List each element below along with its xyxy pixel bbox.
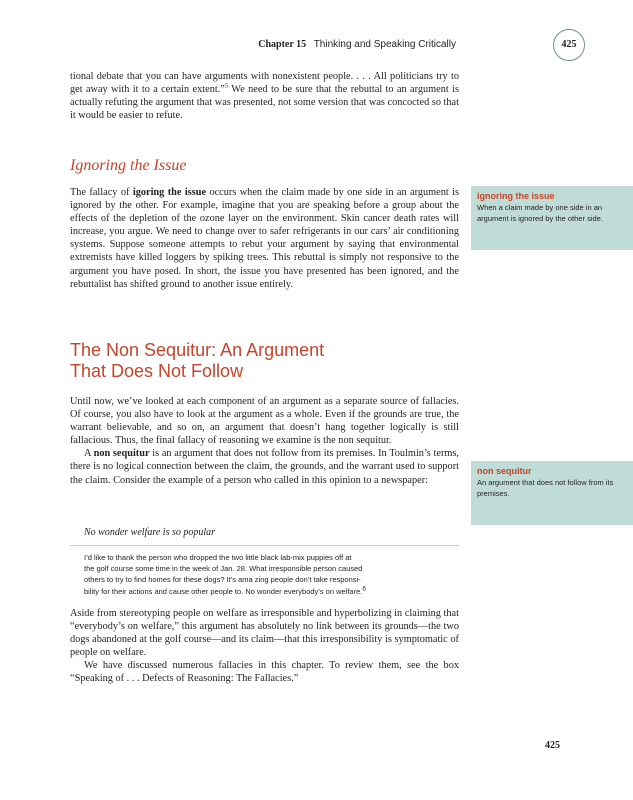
intro-text-after: We need to be sure that the rebuttal to an argument is actually refuting the argument that was presented, not some version that was concocted so that it would be easier to refute.: [70, 84, 459, 122]
chapter-title: Thinking and Speaking Critically: [313, 39, 456, 50]
quote-divider: [70, 545, 459, 546]
quote-line: I’d like to thank the person who dropped the two little black lab-mix puppies off at: [84, 553, 352, 562]
ignoring-paragraph: [70, 186, 459, 291]
quote-line: the golf course some time in the week of Jan. 28. What irresponsible person caused: [84, 564, 363, 574]
non-sequitur-para-1: Until now, we’ve looked at each component of an argument as a separate source of fallacies. Of course, you also have to look at the argument as a whole. Even if the grounds are true, the warrant believable, and so on, an argument that doesn’t hang together logically is still fallacious. Thus, the final fallacy of reasoning we examine is the non sequitur.: [70, 396, 459, 447]
heading-line-2: That Does Not Follow: [70, 361, 244, 381]
closing-paragraphs: [70, 607, 459, 686]
key-term-ignoring: igoring the issue: [132, 187, 207, 198]
quote-line: bility for their actions and cause other people to. No wonder everybody’s on welfare.6: [84, 585, 366, 596]
margin-term: ignoring the issue: [477, 191, 555, 201]
ignoring-text-pre: The fallacy of: [70, 187, 133, 198]
footnote-ref-6: 6: [362, 585, 366, 593]
quote-title: No wonder welfare is so popular: [84, 527, 216, 538]
intro-text-before: tional debate that you can have arguments with nonexistent people. . . . All politicians try to get away with it to a certain extent.”: [70, 71, 459, 96]
closing-para-1: Aside from stereotyping people on welfare as irresponsible and hyperbolizing in claiming that “everybody’s on welfare,” this argument has absolutely no link between its grounds—the two dogs abandoned at the golf course—and its claim—that this irresponsibility is symptomatic of people on welfare.: [70, 608, 459, 659]
key-term-non-sequitur: non sequitur: [93, 448, 150, 460]
ignoring-text-post: occurs when the claim made by one side in an argument is ignored by the other. For example, imagine that you are speaking before a group about the effects of the depletion of the ozone layer on the environment. Skin cancer death rates will increase, you argue. We need to change over to safer refrigerants in our cars’ air conditioning systems. Suppose someone attempts to rebut your argument by saying that environmental extremists have killed loggers by spiking trees. This rebuttal is simply not responsive to the argument you have posed. In short, the issue you have presented has been ignored, and the rebuttalist has shifted ground to another issue entirely.: [70, 187, 459, 290]
section-heading-ignoring: Ignoring the Issue: [70, 157, 187, 174]
heading-line-1: The Non Sequitur: An Argument: [70, 340, 325, 360]
closing-para-2: We have discussed numerous fallacies in this chapter. To review them, see the box “Speaking of . . . Defects of Reasoning: The Fallacies.”: [70, 660, 459, 685]
quote-line: others to try to find homes for these dogs? It’s ama zing people don’t take responsi-: [84, 575, 361, 585]
quote-body: [84, 552, 454, 597]
margin-definition: An argument that does not follow from its premises.: [477, 478, 614, 498]
footnote-ref-5: 5: [224, 82, 229, 90]
margin-definition: When a claim made by one side in an argument is ignored by the other side.: [477, 203, 603, 223]
running-header: [0, 38, 633, 54]
non-sequitur-paragraphs: [70, 395, 459, 487]
margin-definition-ignoring: [471, 186, 633, 250]
chapter-label: [258, 39, 456, 50]
header-page-number: 425: [553, 29, 585, 61]
section-heading-non-sequitur: [70, 340, 460, 382]
intro-paragraph: [70, 70, 459, 122]
margin-term: non sequitur: [477, 466, 532, 476]
para2-post: is an argument that does not follow from its premises. In Toulmin’s terms, there is no logical connection between the claim, the grounds, and the warrant used to support the claim. Consider the example of a person who called in this opinion to a newspaper:: [70, 448, 459, 486]
margin-definition-non-sequitur: [471, 461, 633, 525]
non-sequitur-para-2: [70, 447, 459, 486]
footer-page-number: 425: [545, 740, 560, 751]
para2-pre: A: [84, 448, 94, 460]
chapter-number: Chapter 15: [258, 39, 307, 50]
